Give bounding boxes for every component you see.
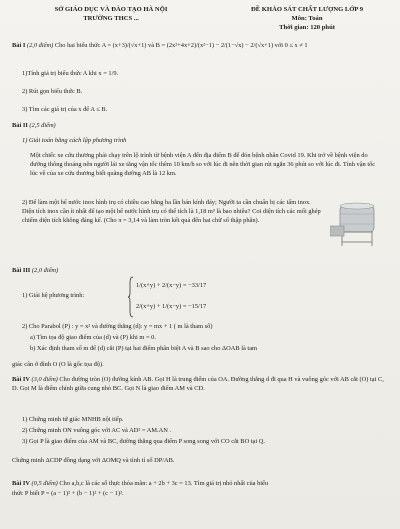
bai5-title: Bài IV [12,480,30,487]
bai2-title: Bài II [12,122,28,129]
bai4-q1: 1) Chứng minh tứ giác MNHB nội tiếp. [22,416,124,423]
bai4-q3: 3) Gọi P là giao điểm của AM và BC, đường thẳng qua điểm P song song với CO cắt BO tại Q. [22,438,265,445]
bai4-intro-block [12,376,390,394]
bai3-heading [12,267,392,275]
bai1-points: (2,0 điểm) [26,42,54,49]
bai3-title: Bài III [12,267,31,274]
bai2-points: (2,5 điểm) [29,122,56,129]
bai3-q2a: a) Tìm tọa độ giao điểm của (d) và (P) khi m = 0. [30,334,156,341]
bai1-title: Bài I [12,42,26,49]
bai2-q1-label: 1) Giải toán bằng cách lập phương trình [22,137,127,144]
duration: Thời gian: 120 phút [279,24,335,31]
bai3-points: (2,0 điểm) [31,267,59,274]
school-name: TRƯỜNG THCS ... [83,15,139,22]
bai1-q1: 1)Tính giá trị biểu thức A khi x = 1/9. [22,70,119,77]
bai3-q2b-cont: giác cân ở đỉnh O (O là gốc tọa độ). [12,361,104,368]
equation-1: 1/(x+y) + 2/(x−y) = −33/17 [136,282,207,289]
bai2-heading [12,122,392,130]
bai5-points: (0,5 điểm) [31,480,58,487]
bai5-text-cont: thức P biết P = (a − 1)² + (b − 1)² + (c − 1)². [12,490,124,497]
bai1-q3: 3) Tìm các giá trị của x để A ≤ B. [22,106,108,113]
bai1-q2: 2) Rút gọn biểu thức B. [22,88,83,95]
exam-title: ĐỀ KHẢO SÁT CHẤT LƯỢNG LỚP 9 [251,6,363,13]
department-name: SỞ GIÁO DỤC VÀ ĐÀO TẠO HÀ NỘI [54,6,168,13]
bai5-text: Cho a,b,c là các số thực thỏa mãn: a + 2b + 3c = 13. Tìm giá trị nhỏ nhất của biểu [59,480,269,487]
bai3-q2b: b) Xác định tham số m để (d) cắt (P) tại hai điểm phân biệt A và B sao cho ΔOAB là tam [30,345,258,352]
bai4-title: Bài IV [12,376,30,383]
bai4-points: (3,0 điểm) [31,376,58,383]
bai2-q2-text: 2) Để làm một bể nước inox hình trụ có chiều cao bằng ba lần bán kính đáy; Người ta cần chuẩn bị các tấm inox. Diện tích inox cần ít nhất để tạo một bể nước hình trụ có thể tích là 1,18 m³ là bao nhiêu? Coi diện tích các mối ghép chiếm diện tích không đáng kể. (Cho π = 3,14 và làm tròn kết quả đến hai chữ số thập phân). [22,199,321,224]
bai3-q1-label: 1) Giải hệ phương trình: [22,292,85,299]
bai4-q3-cont: Chứng minh ΔCDP đồng dạng với ΔOMQ và tính tỉ số DP/AB. [12,457,175,464]
water-tank-image [330,200,386,248]
bai1-intro-line [12,42,392,50]
equation-system [128,276,238,318]
bai4-q2: 2) Chứng minh ON vuông góc với AC và AD² = AM.AN . [22,427,172,434]
bai5-line [12,480,392,488]
bai2-q1-text: Một chiếc xe cứu thương phải chạy trên lộ trình từ bệnh viện A đến địa điểm B để đón bệnh nhân Covid 19. Khi trở về bệnh viện do đường thông thoáng nên người lái xe tăng vận tốc thêm 10 km/h so với lúc đi nên thời gian rút ngắn 36 phút so với lúc đi. Tính vận tốc lúc về của xe cứu thương biết quãng đường AB là 12 km. [30,152,376,177]
bai1-intro: Cho hai biểu thức A = (x+3)/(√x+1) và B = (2x²+4x+2)/(x²−1) − 2/(1−√x) − 2/(√x+1) với 0 ≤ x ≠ 1 [54,42,308,49]
subject: Môn: Toán [291,15,323,22]
bai3-q2: 2) Cho Parabol (P) : y = x² và đường thẳng (d): y = mx + 1 ( m là tham số) [22,323,213,330]
equation-2: 2/(x+y) + 1/(x−y) = −15/17 [136,303,207,310]
bai4-intro: Cho đường tròn (O) đường kính AB. Gọi H là trung điểm của OA. Đường thẳng d đi qua H và vuông góc với AB cắt (O) tại C, D. Gọi M là điểm chính giữa cung nhỏ BC. Gọi N là giao điểm AM và CD. [12,376,384,392]
brace-icon [128,276,134,318]
